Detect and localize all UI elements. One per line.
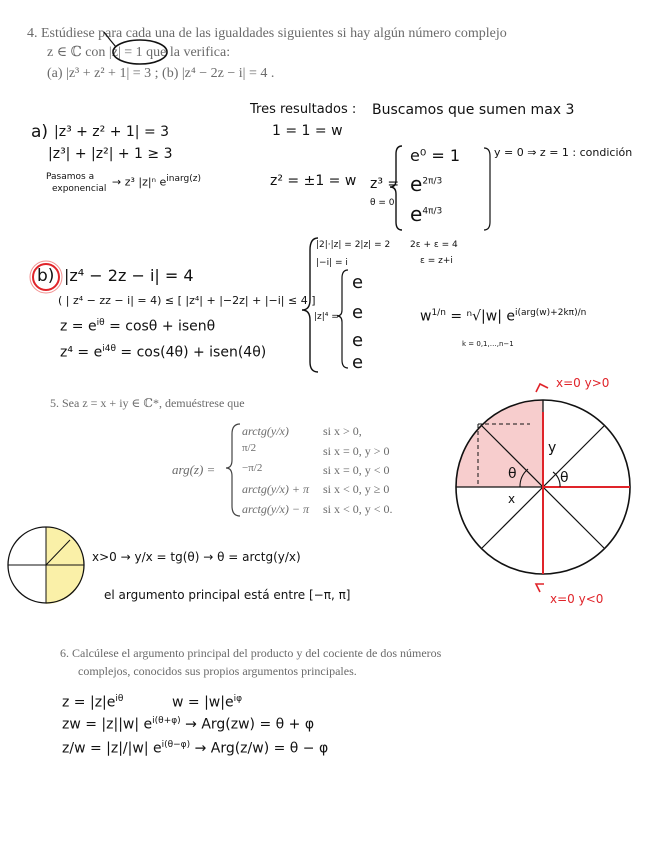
problem6-line2: complejos, conocidos sus propios argumentos principales. xyxy=(78,664,357,678)
arg-label: arg(z) = xyxy=(172,462,216,477)
unit-circle-diagram xyxy=(456,384,630,592)
a-label: a) xyxy=(31,122,49,142)
case-5-val: arctg(y/x) − π xyxy=(242,502,309,516)
z2-eq: z² = ±1 = w xyxy=(270,173,357,189)
p5-hand2: el argumento principal está entre [−π, π] xyxy=(104,588,351,602)
right-eq2: ε = z+i xyxy=(420,256,453,266)
red-label-top: x=0 y>0 xyxy=(556,376,610,390)
e3: $e^{4\pi/3}$ xyxy=(410,202,443,226)
case-1-cond: si x > 0, xyxy=(323,424,362,438)
case-4-cond: si x < 0, y ≥ 0 xyxy=(323,482,390,496)
case-2-val: π/2 xyxy=(242,442,257,454)
problem4-line1: 4. Estúdiese para cada una de las igualdades siguientes si hay algún número complejo xyxy=(27,26,507,41)
condicion: y = 0 ⇒ z = 1 : condición xyxy=(494,146,633,159)
problem6-line1: 6. Calcúlese el argumento principal del producto y del cociente de dos números xyxy=(60,646,442,660)
e1: e⁰ = 1 xyxy=(410,146,461,165)
case-1-val: arctg(y/x) xyxy=(242,424,289,438)
b-eq1: |z⁴ − 2z − i| = 4 xyxy=(64,266,194,285)
theta-right: θ xyxy=(560,470,569,486)
circle-x-label: x xyxy=(508,492,516,506)
a-expo: → z³ |z|ⁿ $e^{inarg(z)}$ xyxy=(112,174,201,189)
b-e3: e xyxy=(352,330,364,351)
b-e2: e xyxy=(352,302,364,323)
brace-line1: |2|·|z| = 2|z| = 2 xyxy=(316,240,391,250)
root-formula: $w^{1/n} = ^n√|w|$ $e^{i(arg(w)+2k\pi)/n}$ xyxy=(420,308,587,325)
problem4-line2: z ∈ ℂ con |z| = 1 que la verifica: xyxy=(47,45,231,60)
brace-arg xyxy=(226,424,240,516)
red-arrow-bottom xyxy=(536,584,544,592)
arrow-mark xyxy=(104,32,116,47)
case-5-cond: si x < 0, y < 0. xyxy=(323,502,393,516)
p6-w: $w = |w|e^{i\varphi}$ xyxy=(172,694,243,711)
a-eq1: |z³ + z² + 1| = 3 xyxy=(54,124,170,140)
circle-y-label: y xyxy=(548,440,557,456)
small-circle-diagram xyxy=(8,527,85,604)
p6-product: zw = |z||w| $e^{i(\theta+\varphi)} \to Arg(zw) = \theta + \varphi$ xyxy=(62,716,315,733)
case-4-val: arctg(y/x) + π xyxy=(242,482,309,496)
pasamos-2: exponencial xyxy=(52,184,107,194)
right-eq1: 2ε + ε = 4 xyxy=(410,240,458,250)
case-2-cond: si x = 0, y > 0 xyxy=(323,444,390,458)
b-label: b) xyxy=(37,266,55,286)
b-e4: e xyxy=(352,352,364,373)
case-3-val: −π/2 xyxy=(242,462,263,474)
buscamos: Buscamos que sumen max 3 xyxy=(372,102,575,118)
theta-left: θ xyxy=(508,466,517,482)
red-label-bottom: x=0 y<0 xyxy=(550,592,604,606)
p5-hand1: x>0 → y/x = tg(θ) → θ = arctg(y/x) xyxy=(92,550,301,564)
highlight-circle xyxy=(113,40,167,64)
brace-line2: |−i| = i xyxy=(316,258,348,268)
pasamos-1: Pasamos a xyxy=(46,172,95,182)
problem4-line3: (a) |z³ + z² + 1| = 3 ; (b) |z⁴ − 2z − i| = 4 . xyxy=(47,66,275,81)
p6-quotient: z/w = |z|/|w| $e^{i(\theta-\varphi)} \to Arg(z/w) = \theta - \varphi$ xyxy=(62,740,329,757)
tres-resultados: Tres resultados : xyxy=(250,102,357,117)
b-eq2: ( | z⁴ − zz − i| = 4) ≤ [ |z⁴| + |−2z| + |−i| ≤ 4 ] xyxy=(58,294,316,307)
brace-z3-close xyxy=(484,148,490,230)
k-range: k = 0,1,…,n−1 xyxy=(462,340,514,348)
a-eq2: |z³| + |z²| + 1 ≥ 3 xyxy=(48,146,173,162)
case-3-cond: si x = 0, y < 0 xyxy=(323,463,390,477)
b-eq3: $z = e^{i\theta} = \cos\theta$ + isenθ xyxy=(60,318,216,335)
red-arrow-top xyxy=(536,384,548,392)
z3-eq: z³ = xyxy=(370,176,400,192)
theta-zero: θ = 0 xyxy=(370,198,395,208)
b-e1: e xyxy=(352,272,364,293)
problem5-title: 5. Sea z = x + iy ∈ ℂ*, demuéstrese que xyxy=(50,396,245,410)
b-eq4: $z^4 = e^{i4\theta} = \cos(4\theta)$ + isen(4θ) xyxy=(60,344,267,361)
brace-line3: |z|⁴ = xyxy=(314,312,339,322)
e2: $e^{2\pi/3}$ xyxy=(410,172,443,196)
one-eq: 1 = 1 = w xyxy=(272,123,343,139)
p6-z: $z = |z|e^{i\theta}$ xyxy=(62,694,124,711)
